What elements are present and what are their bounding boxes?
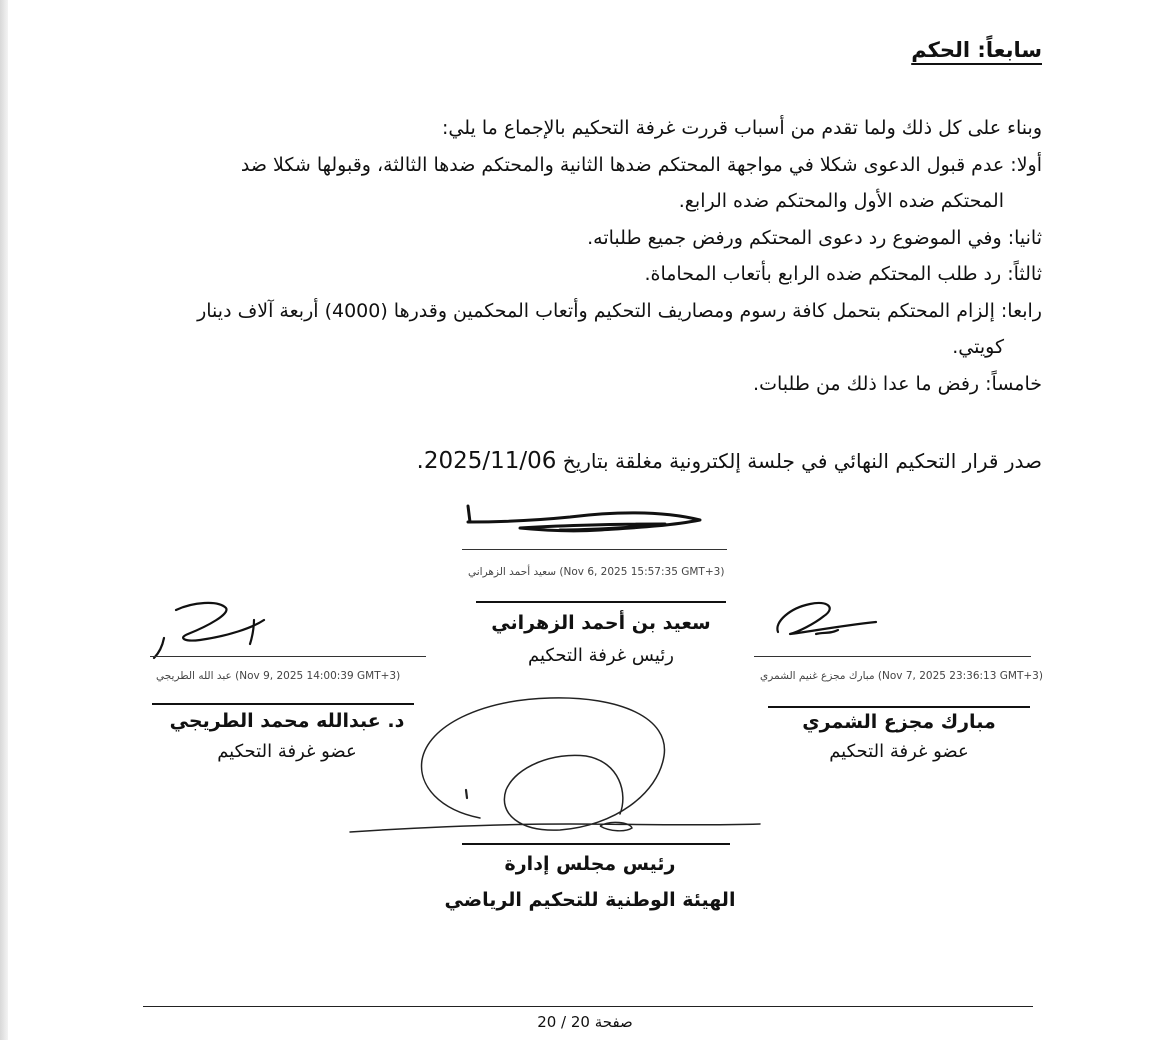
ruling-body [140, 110, 1042, 402]
left-member-signature [148, 598, 278, 660]
ruling-fifth: خامساً: رفض ما عدا ذلك من طلبات. [753, 372, 1042, 395]
chair-signature-stamp: (Nov 6, 2025 15:57:35 GMT+3) سعيد أحمد الزهراني [468, 566, 725, 578]
right-member-signature [768, 596, 888, 650]
page-label: صفحة [594, 1013, 633, 1031]
page-edge-shadow [0, 0, 8, 1040]
right-member-name: مبارك مجزع الشمري [802, 711, 996, 733]
board-president-title [430, 846, 750, 918]
right-member-name-bar [768, 706, 1030, 708]
right-member-role: عضو غرفة التحكيم [829, 741, 969, 762]
issuance-text: صدر قرار التحكيم النهائي في جلسة إلكترونية مغلقة بتاريخ [562, 449, 1042, 473]
intro-paragraph: وبناء على كل ذلك ولما تقدم من أسباب قررت غرفة التحكيم بالإجماع ما يلي: [441, 117, 1042, 139]
ruling-fourth-continued: كويتي. [952, 336, 1004, 358]
ruling-third: ثالثاً: رد طلب المحتكم ضده الرابع بأتعاب المحاماة. [644, 263, 1042, 285]
issuance-date: 2025/11/06. [416, 448, 557, 474]
chair-signature-line [462, 549, 727, 550]
chair-name: سعيد بن أحمد الزهراني [491, 612, 711, 634]
right-member-signature-line [754, 656, 1031, 657]
chair-name-bar [476, 601, 726, 603]
ruling-first-continued: المحتكم ضده الأول والمحتكم ضده الرابع. [678, 190, 1004, 212]
page-footer [0, 1013, 1170, 1031]
left-member-role: عضو غرفة التحكيم [217, 741, 357, 762]
left-member-signature-stamp: (Nov 9, 2025 14:00:39 GMT+3) عبد الله الطريجي [156, 670, 401, 682]
page-number: 20 / 20 [537, 1013, 590, 1031]
ruling-second: ثانيا: وفي الموضوع رد دعوى المحتكم ورفض جميع طلباته. [587, 226, 1042, 249]
chair-signature [460, 500, 730, 550]
left-member-name: د. عبدالله محمد الطريجي [169, 710, 405, 732]
issuance-statement [417, 448, 1042, 474]
ruling-first: أولا: عدم قبول الدعوى شكلا في مواجهة المحتكم ضدها الثانية والمحتكم ضدها الثالثة، وقبولها شكلا ضد [240, 153, 1042, 176]
board-president-line2: الهيئة الوطنية للتحكيم الرياضي [444, 889, 736, 911]
footer-rule [143, 1006, 1033, 1007]
section-heading: سابعاً: الحكم [911, 38, 1042, 62]
left-member-signature-line [150, 656, 426, 657]
board-president-signature [330, 690, 790, 850]
board-president-name-bar [462, 843, 730, 845]
ruling-fourth: رابعا: إلزام المحتكم بتحمل كافة رسوم ومصاريف التحكيم وأتعاب المحكمين وقدرها (4000) أربعة آلاف دينار [197, 299, 1042, 322]
board-president-line1: رئيس مجلس إدارة [504, 853, 676, 875]
chair-role: رئيس غرفة التحكيم [527, 645, 674, 666]
right-member-signature-stamp: (Nov 7, 2025 23:36:13 GMT+3) مبارك مجزع غنيم الشمري [760, 670, 1043, 682]
